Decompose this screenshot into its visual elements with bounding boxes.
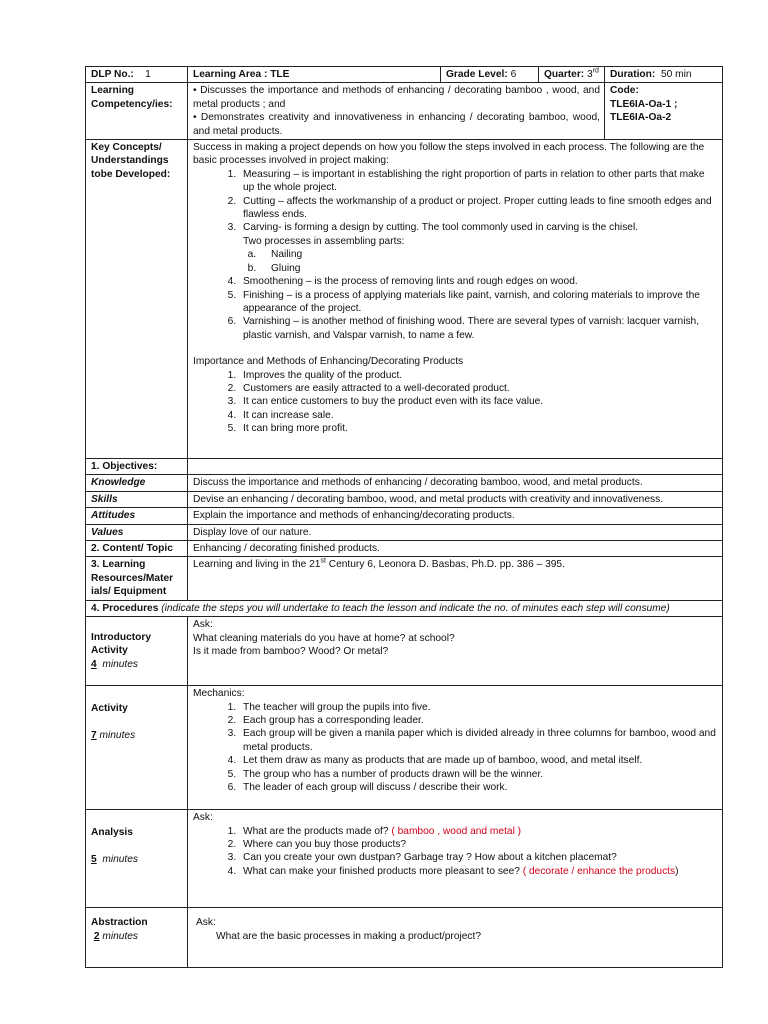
resources-label: 3. Learning Resources/Mater ials/ Equipment	[86, 557, 188, 600]
list-item: 3. Can you create your own dustpan? Garbage tray ? How about a kitchen placemat?	[239, 851, 718, 864]
assembling-list	[243, 248, 718, 275]
abstraction-ask: Ask:	[196, 917, 216, 929]
resources-text-after: Century 6, Leonora D. Basbas, Ph.D. pp. 386 – 395.	[325, 559, 565, 571]
list-item	[239, 865, 718, 878]
header-row	[86, 67, 723, 83]
competency-item: • Demonstrates creativity and innovativeness in enhancing / decorating bamboo, wood, and metal products.	[193, 112, 600, 137]
objectives-row	[86, 459, 723, 475]
resources-sup: st	[320, 558, 326, 566]
competency-cell	[188, 83, 605, 140]
analysis-cell	[188, 810, 723, 908]
list-item: 5. It can bring more profit.	[239, 422, 718, 435]
activity-minutes-label: minutes	[99, 729, 136, 741]
importance-title: Importance and Methods of Enhancing/Decorating Products	[193, 356, 464, 368]
code-value: TLE6IA-Oa-2	[610, 112, 672, 124]
content-text: Enhancing / decorating finished products.	[188, 541, 723, 557]
abstraction-cell	[188, 908, 723, 968]
introductory-question: What cleaning materials do you have at home? at school?	[193, 632, 455, 644]
resources-row	[86, 557, 723, 600]
competency-row	[86, 83, 723, 140]
introductory-minutes: 4	[91, 658, 97, 670]
introductory-row	[86, 617, 723, 686]
list-item: 1. Measuring – is important in establishing the right proportion of parts in relation to other parts that make up the whole project.	[239, 168, 718, 195]
list-item	[239, 221, 718, 275]
code-value: TLE6IA-Oa-1 ;	[610, 98, 678, 110]
list-item: a. Nailing	[259, 248, 718, 261]
content-row	[86, 541, 723, 557]
list-item: 1. The teacher will group the pupils into five.	[239, 701, 718, 714]
analysis-q4-answer: ( decorate / enhance the products	[522, 865, 676, 877]
introductory-label: Introductory Activity	[91, 631, 151, 657]
importance-list	[193, 369, 718, 436]
analysis-q1: What are the products made of?	[243, 825, 389, 837]
introductory-label-cell	[86, 617, 188, 686]
analysis-q4-close: )	[675, 865, 679, 877]
abstraction-row	[86, 908, 723, 968]
analysis-row	[86, 810, 723, 908]
dlp-no-value: 1	[145, 69, 151, 80]
skills-text: Devise an enhancing / decorating bamboo, wood, and metal products with creativity and innovativeness.	[188, 491, 723, 507]
knowledge-row	[86, 475, 723, 491]
list-item: 2. Cutting – affects the workmanship of a product or project. Proper cutting leads to fine smooth edges and flawless ends.	[239, 195, 718, 222]
procedures-label: 4. Procedures	[91, 602, 159, 614]
list-item: 5. The group who has a number of products drawn will be the winner.	[239, 768, 718, 781]
dlp-no-label: DLP No.:	[91, 69, 134, 80]
activity-row	[86, 686, 723, 810]
objectives-label: 1. Objectives:	[86, 459, 188, 475]
attitudes-label: Attitudes	[86, 508, 188, 524]
competency-label: Learning Competency/ies:	[86, 83, 188, 140]
analysis-q1-answer: ( bamboo , wood and metal )	[391, 825, 522, 837]
quarter-sup: rd	[592, 67, 599, 75]
grade-level-value: 6	[510, 69, 517, 80]
process-list	[193, 168, 718, 342]
quarter-cell	[539, 67, 605, 83]
introductory-question: Is it made from bamboo? Wood? Or metal?	[193, 645, 389, 657]
key-concepts-cell	[188, 140, 723, 459]
learning-area-label: Learning Area :	[193, 69, 268, 80]
grade-level-label: Grade Level:	[446, 69, 508, 80]
attitudes-row	[86, 508, 723, 524]
values-row	[86, 524, 723, 540]
key-concepts-intro: Success in making a project depends on how you follow the steps involved in each process. The following are the basic processes involved in project making:	[193, 142, 705, 167]
list-item: 5. Finishing – is a process of applying materials like paint, varnish, and coloring materials to improve the appearance of the project.	[239, 289, 718, 316]
assembling-intro: Two processes in assembling parts:	[243, 235, 405, 247]
attitudes-text: Explain the importance and methods of enhancing/decorating products.	[188, 508, 723, 524]
activity-label-cell	[86, 686, 188, 810]
key-concepts-row	[86, 140, 723, 459]
introductory-cell	[188, 617, 723, 686]
duration-label: Duration:	[610, 69, 656, 80]
analysis-q4: What can make your finished products more pleasant to see?	[243, 865, 520, 877]
resources-text: Learning and living in the 21	[193, 559, 321, 571]
abstraction-label-cell	[86, 908, 188, 968]
list-item: 6. Varnishing – is another method of finishing wood. There are several types of varnish: lacquer varnish, plastic varnish, and Valspar varnish, to name a few.	[239, 315, 718, 342]
skills-label: Skills	[86, 491, 188, 507]
duration-cell	[605, 67, 723, 83]
analysis-label-cell	[86, 810, 188, 908]
quarter-value: 3	[587, 69, 593, 80]
list-item: 2. Customers are easily attracted to a well-decorated product.	[239, 382, 718, 395]
analysis-minutes: 5	[91, 853, 97, 865]
list-item: 3. Each group will be given a manila paper which is divided already in three columns for bamboo, wood and metal products.	[239, 727, 718, 754]
introductory-ask: Ask:	[193, 619, 213, 631]
activity-minutes: 7	[91, 729, 97, 741]
introductory-minutes-label: minutes	[102, 658, 139, 670]
skills-row	[86, 491, 723, 507]
list-item: 2. Each group has a corresponding leader.	[239, 714, 718, 727]
code-label: Code:	[610, 85, 639, 97]
list-item: 1. Improves the quality of the product.	[239, 369, 718, 382]
list-item	[239, 825, 718, 838]
values-label: Values	[86, 524, 188, 540]
analysis-ask: Ask:	[193, 812, 213, 824]
analysis-label: Analysis	[91, 827, 133, 839]
list-item: 3. It can entice customers to buy the product even with its face value.	[239, 395, 718, 408]
list-item: b. Gluing	[259, 262, 718, 275]
list-item: 4. Smoothening – is the process of removing lints and rough edges on wood.	[239, 275, 718, 288]
values-text: Display love of our nature.	[188, 524, 723, 540]
activity-steps	[193, 701, 718, 795]
knowledge-label: Knowledge	[86, 475, 188, 491]
activity-cell	[188, 686, 723, 810]
learning-area-value: TLE	[270, 69, 290, 80]
competency-item: • Discusses the importance and methods of enhancing / decorating bamboo , wood, and metal products ; and	[193, 85, 600, 110]
code-cell	[605, 83, 723, 140]
dlp-table	[85, 66, 723, 968]
content-label: 2. Content/ Topic	[86, 541, 188, 557]
list-item: 4. It can increase sale.	[239, 409, 718, 422]
quarter-label: Quarter:	[544, 69, 585, 80]
grade-level-cell	[441, 67, 539, 83]
list-item: 2. Where can you buy those products?	[239, 838, 718, 851]
learning-area-cell	[188, 67, 441, 83]
procedures-cell	[86, 600, 723, 616]
abstraction-question: What are the basic processes in making a product/project?	[216, 930, 482, 942]
list-item: 4. Let them draw as many as products that are made up of bamboo, wood, and metal itself.	[239, 754, 718, 767]
abstraction-label: Abstraction	[91, 917, 148, 929]
procedures-row	[86, 600, 723, 616]
procedures-note: (indicate the steps you will undertake to teach the lesson and indicate the no. of minutes each step will consume)	[161, 602, 670, 614]
activity-heading: Mechanics:	[193, 688, 245, 700]
resources-cell	[188, 557, 723, 600]
list-item: 6. The leader of each group will discuss / describe their work.	[239, 781, 718, 794]
dlp-no-cell	[86, 67, 188, 83]
key-concepts-label: Key Concepts/ Understandings tobe Developed:	[86, 140, 188, 459]
analysis-minutes-label: minutes	[102, 853, 139, 865]
analysis-questions	[193, 825, 718, 879]
carving-text: Carving- is forming a design by cutting. The tool commonly used in carving is the chisel.	[243, 222, 639, 234]
activity-label: Activity	[91, 703, 128, 715]
abstraction-minutes-label: minutes	[102, 930, 139, 942]
knowledge-text: Discuss the importance and methods of enhancing / decorating bamboo, wood, and metal products.	[188, 475, 723, 491]
duration-value: 50 min	[660, 69, 692, 80]
abstraction-minutes: 2	[93, 930, 100, 942]
